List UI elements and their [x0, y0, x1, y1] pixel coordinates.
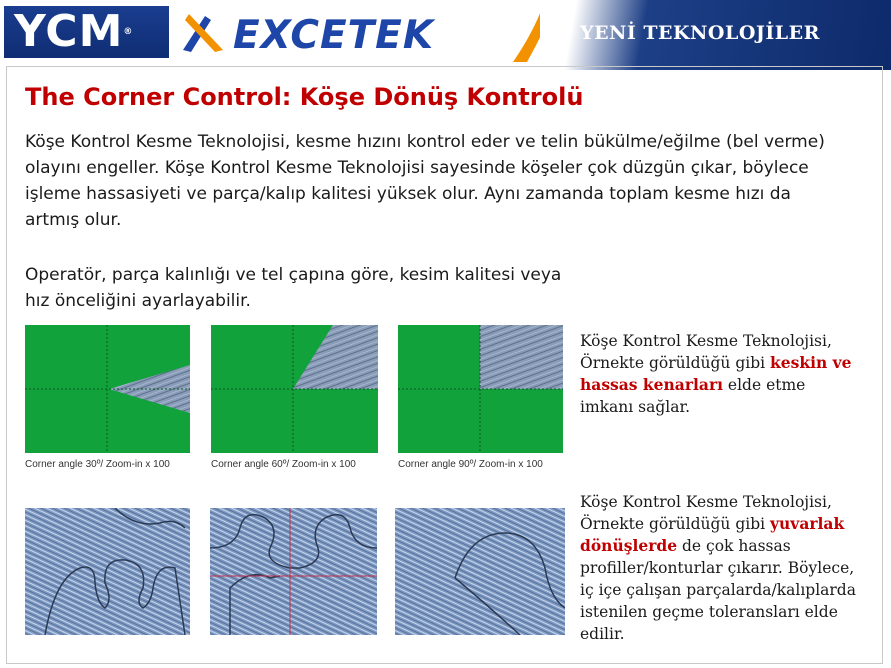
intro-paragraph: Köşe Kontrol Kesme Teknolojisi, kesme hızını kontrol eder ve telin bükülme/eğilme (bel verme) olayını engeller. Köşe Kontrol Kesme Teknolojisi sayesinde köşeler çok düzgün çıkar, böylece işleme hassasiyeti ve parça/kalıp kalitesi yüksek olur. Aynı zamanda toplam kesme hızı da artmış olur. [25, 132, 825, 230]
side2-after: de çok hassas profiller/konturlar çıkarır. Böylece, iç içe çalışan parçalarda/kalıplarda istenilen geçme toleransları elde edilir. [580, 537, 856, 643]
corner-60-image [211, 325, 378, 453]
side1-after: elde etme imkanı sağlar. [580, 376, 806, 416]
ycm-logo-text: YCM [14, 6, 124, 57]
ycm-registered-mark: ® [123, 27, 134, 37]
round-profile-image-3 [395, 508, 565, 635]
caption-60: Corner angle 60º/ Zoom-in x 100 [211, 459, 356, 470]
operator-paragraph: Operatör, parça kalınlığı ve tel çapına göre, kesim kalitesi veya hız önceliğini ayarlayabilir. [25, 265, 562, 311]
excetek-x-icon [175, 6, 235, 58]
side-text-sharp [580, 330, 860, 418]
round-profile-image-1 [25, 508, 190, 635]
round-profile-image-2 [210, 508, 377, 635]
side2-before: Köşe Kontrol Kesme Teknolojisi, Örnekte görüldüğü gibi [580, 493, 832, 533]
caption-90: Corner angle 90º/ Zoom-in x 100 [398, 459, 543, 470]
header [0, 0, 891, 62]
excetek-logo-text: EXCETEK [233, 13, 435, 58]
corner-90-image [398, 325, 563, 453]
side1-before: Köşe Kontrol Kesme Teknolojisi, Örnekte görüldüğü gibi [580, 332, 832, 372]
caption-30: Corner angle 30º/ Zoom-in x 100 [25, 459, 170, 470]
excetek-logo [175, 6, 555, 58]
ycm-logo [4, 6, 169, 58]
side1-highlight: keskin ve hassas kenarları [580, 353, 852, 394]
side-text-round [580, 491, 870, 645]
side2-highlight: yuvarlak dönüşlerde [580, 514, 845, 555]
page-title: The Corner Control: Köşe Dönüş Kontrolü [25, 83, 584, 111]
section-title: YENİ TEKNOLOJİLER [580, 22, 820, 44]
corner-30-image [25, 325, 190, 453]
